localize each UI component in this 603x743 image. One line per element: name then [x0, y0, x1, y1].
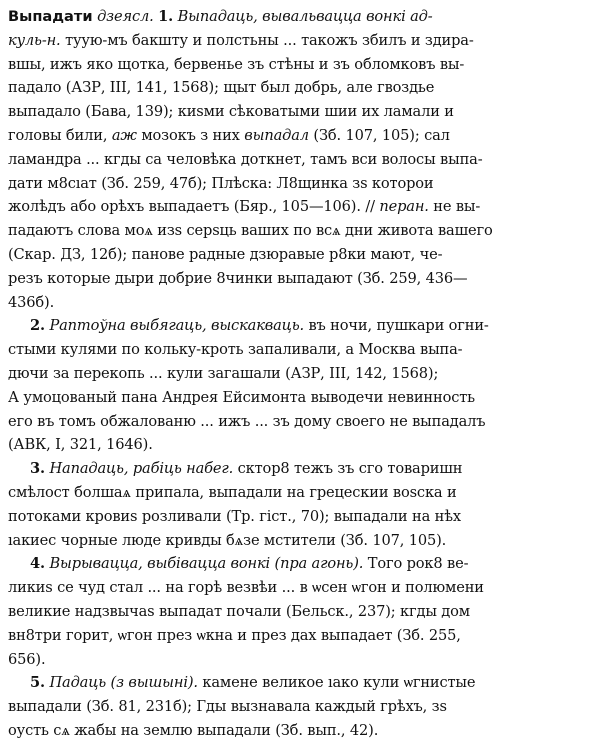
entry-line-3: вшы, ижъ яко щотка, бервенье зъ стѣны и зъ обломковъ вы-	[8, 55, 465, 73]
sense-4-line-4: вн8три горит, ѡгон през ѡкна и през дах выпадает (Зб. 255,	[8, 626, 461, 644]
quote-text: головы били,	[8, 126, 108, 144]
sense-3-gloss: Нападаць, рабіць набег.	[49, 460, 234, 478]
sense-1-gloss-end: куль-н.	[8, 31, 61, 49]
sense-2-line-2: стыми кулями по кольку-кроть запаливали, а Москва выпа-	[8, 341, 463, 359]
sense-5-line-1	[8, 671, 595, 695]
sense-2-line-1	[8, 314, 595, 338]
sense-4-line-2: ликиѕ се чуд стал ... на горѣ везвѣи ... в ѡсен ѡгон и полюмени	[8, 579, 484, 597]
entry-line-2	[8, 29, 595, 53]
entry-line-10: падаютъ слова моѧ изѕ серѕць ваших по всѧ дни живота вашего	[8, 222, 493, 240]
entry-line-5: выпадало (Бава, 139); киѕми сѣковатыми шии их ламали и	[8, 103, 454, 121]
italic-word: аж	[111, 126, 137, 144]
sense-3-line-2: смѣлост болшаѧ припала, выпадали на грецескии воѕска и	[8, 483, 457, 501]
quote-text: жолѣдъ або орѣхъ выпадаетъ (Бяр., 105—106). //	[8, 198, 375, 216]
sense-4-line-5: 656).	[8, 650, 46, 668]
part-of-speech: дзеясл.	[97, 8, 154, 25]
headword: Выпадати	[8, 8, 93, 25]
quote-text: въ ночи, пушкари огни-	[308, 317, 489, 335]
sense-5-gloss: Падаць (з вышыні).	[49, 674, 198, 692]
sense-1-number: 1.	[158, 8, 174, 25]
quote-text: камене великое ıако кули ѡгнистые	[202, 674, 476, 692]
entry-line-4: падало (АЗР, III, 141, 1568); щыт был добрь, але гвоздье	[8, 79, 435, 97]
quote-text: не вы-	[433, 198, 481, 216]
sense-4-number: 4.	[30, 555, 45, 573]
entry-line-1	[8, 5, 595, 29]
sense-2-gloss: Раптоўна выбягаць, выскакваць.	[49, 317, 304, 335]
entry-line-6	[8, 124, 595, 148]
sense-2-line-3: дючи за перекопь ... кули загашали (АЗР, III, 142, 1568);	[8, 364, 439, 382]
sense-1-gloss: Выпадаць, вывальвацца вонкі ад-	[177, 8, 433, 25]
sense-2-line-6: (АВК, I, 321, 1646).	[8, 436, 153, 454]
sense-2-line-4: А умоцованый пана Андрея Ейсимонта выводечи невинность	[8, 388, 475, 406]
entry-line-7: ламандра ... кгды са человѣка доткнет, тамъ вси волосы выпа-	[8, 150, 483, 168]
entry-line-12: резъ которые дыри добрие 8чинки выпадают (Зб. 259, 436—	[8, 269, 468, 287]
sense-2-line-5: его въ томъ обжалованю ... ижъ ... зъ дому своего не выпадалъ	[8, 412, 486, 430]
sense-3-line-3: потоками кровиѕ розливали (Тр. гіст., 70); выпадали на нѣх	[8, 507, 461, 525]
italic-word: выпадал	[244, 126, 309, 144]
figurative-label: перан.	[379, 198, 429, 216]
entry-line-9	[8, 195, 595, 219]
sense-5-line-2: выпадали (Зб. 81, 231б); Гды вызнавала каждый грѣхъ, зѕ	[8, 698, 447, 716]
quote-text: мозокъ з них	[141, 126, 240, 144]
quote-text: сктор8 тежъ зъ сго товаришн	[237, 460, 463, 478]
sense-5-line-3: оусть сѧ жабы на землю выпадали (Зб. вып., 42).	[8, 721, 379, 739]
quote-text: туую-мъ бакшту и полстьны ... такожъ збилъ и здира-	[65, 31, 474, 49]
sense-3-line-1	[8, 457, 595, 481]
sense-4-line-1	[8, 552, 595, 576]
sense-3-line-4: ıакиес чорные люде кривды бѧзе мстители (Зб. 107, 105).	[8, 531, 447, 549]
sense-5-number: 5.	[30, 674, 45, 692]
entry-line-8: дати м8сıат (Зб. 259, 47б); Плѣска: Л8щинка зѕ которои	[8, 174, 434, 192]
sense-2-number: 2.	[30, 317, 45, 335]
sense-4-line-3: великие надзвычаѕ выпадат почали (Бельск., 237); кгды дом	[8, 602, 470, 620]
sense-3-number: 3.	[30, 460, 45, 478]
entry-line-13: 436б).	[8, 293, 55, 311]
entry-line-11: (Скар. ДЗ, 12б); панове радные дзюравые р8ки мают, че-	[8, 245, 443, 263]
citation: (Зб. 107, 105); сал	[313, 126, 450, 144]
sense-4-gloss: Вырывацца, выбівацца вонкі (пра агонь).	[49, 555, 364, 573]
quote-text: Того рок8 ве-	[367, 555, 469, 573]
